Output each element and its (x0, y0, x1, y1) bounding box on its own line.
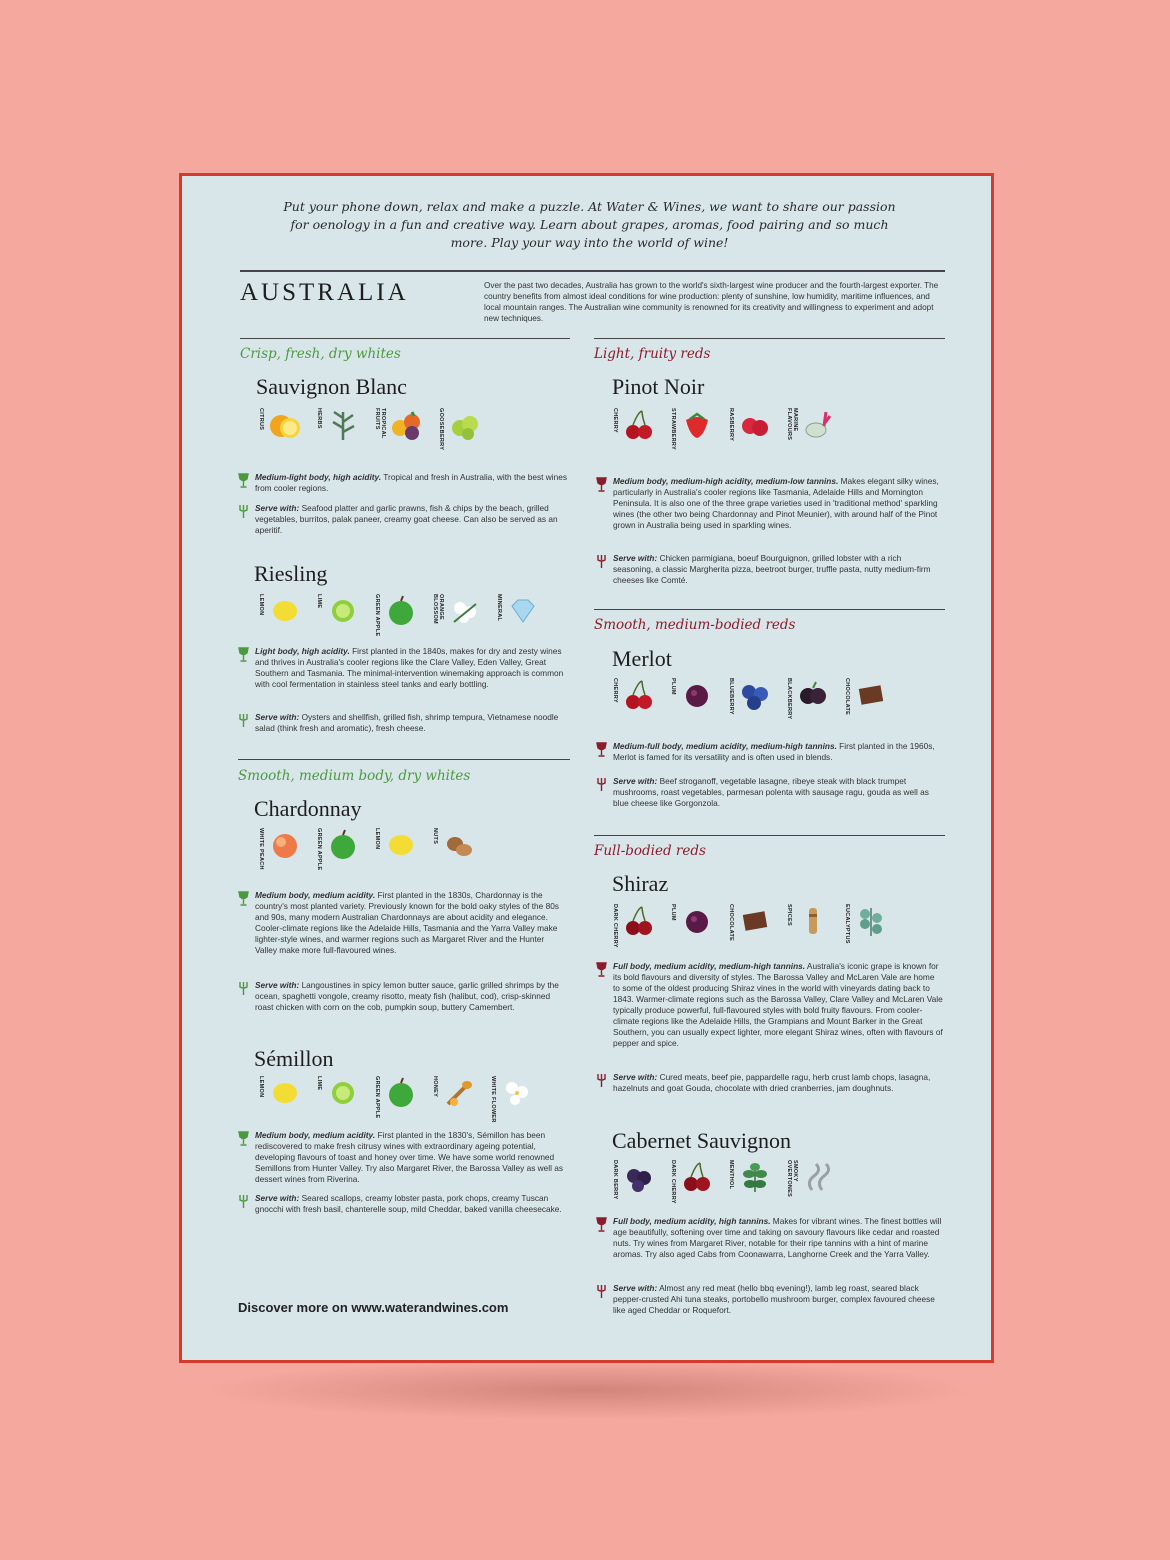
serve-with-shiraz: Serve with: Cured meats, beef pie, pappardelle ragu, herb crust lamb chops, lasagna, hazelnuts and goat Gouda, chocolate with dried cranberries, jam doughnuts. (596, 1072, 943, 1094)
wine-glass-icon (596, 962, 607, 977)
aroma-lemon: LEMON (258, 594, 302, 646)
wine-glass-icon (238, 473, 249, 488)
country-title: AUSTRALIA (240, 279, 409, 306)
aroma-plum: PLUM (670, 904, 714, 948)
aroma-mineral: MINERAL (496, 594, 540, 646)
plum-icon (680, 904, 714, 938)
aroma-tropical-fruits: TROPICAL FRUITS (374, 408, 424, 460)
herbs-icon (326, 408, 360, 442)
aroma-icons-chardonnay (258, 828, 490, 871)
plum-icon (680, 678, 714, 712)
aroma-cherry: CHERRY (612, 408, 656, 460)
aroma-dark-cherry: DARK CHERRY (670, 1160, 714, 1212)
wine-glass-icon (596, 477, 607, 492)
divider (238, 759, 570, 760)
aroma-green-apple: GREEN APPLE (374, 594, 418, 646)
wine-title-sauvignon-blanc: Sauvignon Blanc (256, 374, 407, 399)
green-apple-icon (384, 594, 418, 628)
aroma-icons-merlot (612, 678, 902, 719)
aroma-gooseberry: GOOSEBERRY (438, 408, 482, 460)
intro-text: Put your phone down, relax and make a puzzle. At Water & Wines, we want to share our passion for oenology in a fun and creative way. Learn about grapes, aromas, food pairing and so much more. Play your way into the world of wine! (283, 199, 896, 250)
aroma-blackberry: BLACKBERRY (786, 678, 830, 719)
wine-notes-pinot-noir: Medium body, medium-high acidity, medium-low tannins. Makes elegant silky wines, particularly in Australia's cooler regions like Tasmania, Adelaide Hills and Mornington Peninsula. It is also one of the three grape varieties used in 'traditional method' sparkling wines (the other two being Chardonnay and Pinot Meunier), with around half of the Pinot grown in Australia being used in sparkling wines. (596, 476, 943, 531)
serve-with-merlot: Serve with: Beef stroganoff, vegetable lasagne, ribeye steak with black trumpet mushrooms, roast vegetables, parmesan polenta with sausage ragu, gouda as well as blue cheese like Gorgonzola. (596, 776, 943, 809)
diamond-icon (506, 594, 540, 628)
lemon-icon (268, 594, 302, 628)
aroma-herbs: HERBS (316, 408, 360, 460)
divider (240, 338, 570, 339)
aroma-icons-cabernet-sauvignon (612, 1160, 850, 1212)
wine-title-semillon: Sémillon (254, 1046, 334, 1071)
aroma-dark-cherry: DARK CHERRY (612, 904, 656, 948)
fork-icon (596, 777, 607, 792)
aroma-eucalyptus: EUCALYPTUS (844, 904, 888, 948)
aroma-icons-riesling (258, 594, 554, 646)
lemon-icon (384, 828, 418, 862)
chocolate-icon (854, 678, 888, 712)
eucalyptus-icon (854, 904, 888, 938)
aroma-lemon: LEMON (258, 1076, 302, 1123)
aroma-citrus: CITRUS (258, 408, 302, 460)
gooseberry-icon (448, 408, 482, 442)
raspberry-icon (738, 408, 772, 442)
smoke-icon (802, 1160, 836, 1194)
wine-glass-icon (238, 647, 249, 662)
aroma-orange-blossom: ORANGE BLOSSOM (432, 594, 482, 646)
nuts-icon (442, 828, 476, 862)
cherry-icon (622, 678, 656, 712)
wine-title-chardonnay: Chardonnay (254, 796, 362, 821)
wine-title-pinot-noir: Pinot Noir (612, 374, 705, 399)
country-description: Over the past two decades, Australia has grown to the world's sixth-largest wine producer and the fourth-largest exporter. The country benefits from almost ideal conditions for wine production: plenty of sunshine, low humidity, maritime influences, and local mountain ranges. The Australian wine community is renowned for its creativity and willingness to experiment and adopt new techniques. (484, 281, 939, 323)
aroma-rasberry: RASBERRY (728, 408, 772, 460)
green-apple-icon (384, 1076, 418, 1110)
wine-notes-chardonnay: Medium body, medium acidity. First planted in the 1830s, Chardonnay is the country's most planted variety. Previously known for the bold oaky styles of the 80s and 90s, many modern Australian Chardonnays are about acidity and elegance. Cooler-climate regions like the Adelaide Hills, Tasmania and the Yarra Valley make lighter-style wines, and warmer regions such as Margaret River and the Hunter Valley make more full-flavoured wines. (238, 890, 567, 956)
wine-notes-riesling: Light body, high acidity. First planted in the 1840s, makes for dry and zesty wines and thrives in Australia's cooler regions like the Clare Valley, Eden Valley, Great Southern and Tasmania. The minimal-intervention winemaking approach is common with cool fermentation in stainless steel tanks and early bottling. (238, 646, 567, 690)
aroma-green-apple: GREEN APPLE (374, 1076, 418, 1123)
wine-title-shiraz: Shiraz (612, 871, 669, 896)
dark-cherry-icon (680, 1160, 714, 1194)
serve-with-riesling: Serve with: Oysters and shellfish, grilled fish, shrimp tempura, Vietnamese noodle salad (think fresh and aromatic), fresh cheese. (238, 712, 567, 734)
aroma-lime: LIME (316, 1076, 360, 1123)
serve-with-cabernet-sauvignon: Serve with: Almost any red meat (hello bbq evening!), lamb leg roast, seared black pepper-crusted Ahi tuna steaks, portobello mushroom burger, complex favoured cheese like aged Cheddar or Roquefort. (596, 1283, 943, 1316)
aroma-icons-sauvignon-blanc (258, 408, 496, 460)
chocolate-icon (738, 904, 772, 938)
aroma-dark-berry: DARK BERRY (612, 1160, 656, 1212)
spices-icon (796, 904, 830, 938)
aroma-plum: PLUM (670, 678, 714, 719)
aroma-white-flower: WHITE FLOWER (490, 1076, 534, 1123)
fork-icon (238, 504, 249, 519)
divider (240, 270, 945, 272)
aroma-honey: HONEY (432, 1076, 476, 1123)
wine-notes-merlot: Medium-full body, medium acidity, medium-high tannins. First planted in the 1960s, Merlot is famed for its versatility and is often used in blends. (596, 741, 943, 763)
aroma-white-peach: WHITE PEACH (258, 828, 302, 871)
serve-with-pinot-noir: Serve with: Chicken parmigiana, boeuf Bourguignon, grilled lobster with a rich seasoning, a classic Margherita pizza, beetroot burger, truffle pasta, nutty medium-firm cheeses like Comté. (596, 553, 943, 586)
aroma-strawberry: STRAWBERRY (670, 408, 714, 460)
divider (594, 609, 945, 610)
category-smooth-whites: Smooth, medium body, dry whites (238, 768, 471, 784)
wine-title-cabernet-sauvignon: Cabernet Sauvignon (612, 1128, 792, 1153)
mint-icon (738, 1160, 772, 1194)
aroma-smoky-overtones: SMOKY OVERTONES (786, 1160, 836, 1212)
aroma-icons-semillon (258, 1076, 548, 1123)
aroma-chocolate: CHOCOLATE (728, 904, 772, 948)
aroma-menthol: MENTHOL (728, 1160, 772, 1212)
wine-title-merlot: Merlot (612, 646, 672, 671)
aroma-spices: SPICES (786, 904, 830, 948)
aroma-lime: LIME (316, 594, 360, 646)
wine-glass-icon (596, 1217, 607, 1232)
fork-icon (238, 713, 249, 728)
wine-guide-card (179, 173, 994, 1363)
aroma-blueberry: BLUEBERRY (728, 678, 772, 719)
fork-icon (596, 1073, 607, 1088)
fork-icon (238, 981, 249, 996)
wine-title-riesling: Riesling (254, 561, 328, 586)
aroma-icons-pinot-noir (612, 408, 850, 460)
aroma-icons-shiraz (612, 904, 902, 948)
aroma-green-apple: GREEN APPLE (316, 828, 360, 871)
green-apple-icon (326, 828, 360, 862)
orange-blossom-icon (448, 594, 482, 628)
serve-with-sauvignon-blanc: Serve with: Seafood platter and garlic prawns, fish & chips by the beach, grilled vegetables, burritos, palak paneer, creamy goat cheese. Can also be served as an aperitif. (238, 503, 567, 536)
category-light-reds: Light, fruity reds (594, 346, 711, 362)
wine-notes-sauvignon-blanc: Medium-light body, high acidity. Tropical and fresh in Australia, with the best wines from cooler regions. (238, 472, 567, 494)
aroma-nuts: NUTS (432, 828, 476, 871)
lemon-icon (268, 1076, 302, 1110)
aroma-lemon: LEMON (374, 828, 418, 871)
category-full-reds: Full-bodied reds (594, 843, 706, 859)
lime-icon (326, 594, 360, 628)
fork-icon (238, 1194, 249, 1209)
strawberry-icon (680, 408, 714, 442)
fork-icon (596, 1284, 607, 1299)
divider (594, 835, 945, 836)
lime-icon (326, 1076, 360, 1110)
dark-berry-icon (622, 1160, 656, 1194)
divider (594, 338, 945, 339)
category-medium-reds: Smooth, medium-bodied reds (594, 617, 796, 633)
white-flower-icon (500, 1076, 534, 1110)
blueberry-icon (738, 678, 772, 712)
blackberry-icon (796, 678, 830, 712)
serve-with-chardonnay: Serve with: Langoustines in spicy lemon butter sauce, garlic grilled shrimps by the ocean, spaghetti vongole, creamy risotto, meaty fish (halibut, cod), crisp-skinned roast chicken with corn on the cob, pumpkin soup, buttery Camembert. (238, 980, 567, 1013)
honey-icon (442, 1076, 476, 1110)
category-crisp-whites: Crisp, fresh, dry whites (240, 346, 401, 362)
fork-icon (596, 554, 607, 569)
peach-icon (268, 828, 302, 862)
aroma-cherry: CHERRY (612, 678, 656, 719)
card-shadow (200, 1360, 980, 1420)
serve-with-semillon: Serve with: Seared scallops, creamy lobster pasta, pork chops, creamy Tuscan gnocchi with fresh basil, chanterelle soup, mild Cheddar, baked vanilla cheesecake. (238, 1193, 567, 1215)
aroma-marine-flavours: MARINE FLAVOURS (786, 408, 836, 460)
wine-glass-icon (238, 891, 249, 906)
tropical-fruits-icon (390, 408, 424, 442)
wine-glass-icon (596, 742, 607, 757)
dark-cherry-icon (622, 904, 656, 938)
aroma-chocolate: CHOCOLATE (844, 678, 888, 719)
wine-glass-icon (238, 1131, 249, 1146)
wine-notes-semillon: Medium body, medium acidity. First planted in the 1830's, Sémillon has been rediscovered to make fresh citrusy wines with extraordinary ageing potential, developing flavours of toast and honey over time. We have some world renowned Semillons from Hunter Valley. Try also Margaret River, the Barossa Valley as well as dessert wines from Riverina. (238, 1130, 567, 1185)
footer-website[interactable]: Discover more on www.waterandwines.com (238, 1300, 509, 1315)
wine-notes-cabernet-sauvignon: Full body, medium acidity, high tannins. Makes for vibrant wines. The finest bottles will age beautifully, softening over time and taking on savoury flavours like cedar and roasted nuts. Try wines from Margaret River, notable for their ripe tannins with a hint of marine aromas. Try also aged Cabs from Coonawarra, Langhorne Creek and the Yarra Valley. (596, 1216, 943, 1260)
citrus-icon (268, 408, 302, 442)
wine-notes-shiraz: Full body, medium acidity, medium-high tannins. Australia's iconic grape is known for its bold flavours and diversity of styles. The Barossa Valley and McLaren Vale are home to some of the oldest producing Shiraz vines in the world with vineyards dating back to 1843. Warmer-climate regions such as the Barossa Valley, Clare Valley and McLaren Vale typically produce powerful, full-flavoured styles with bold fruity flavours. From cooler-climate regions like the Adelaide Hills, the Grampians and Mount Barker in the Great Southern, you can usually expect lighter, more elegant Shiraz wines, often with flavours of pepper and spice. (596, 961, 943, 1049)
marine-icon (802, 408, 836, 442)
cherry-icon (622, 408, 656, 442)
